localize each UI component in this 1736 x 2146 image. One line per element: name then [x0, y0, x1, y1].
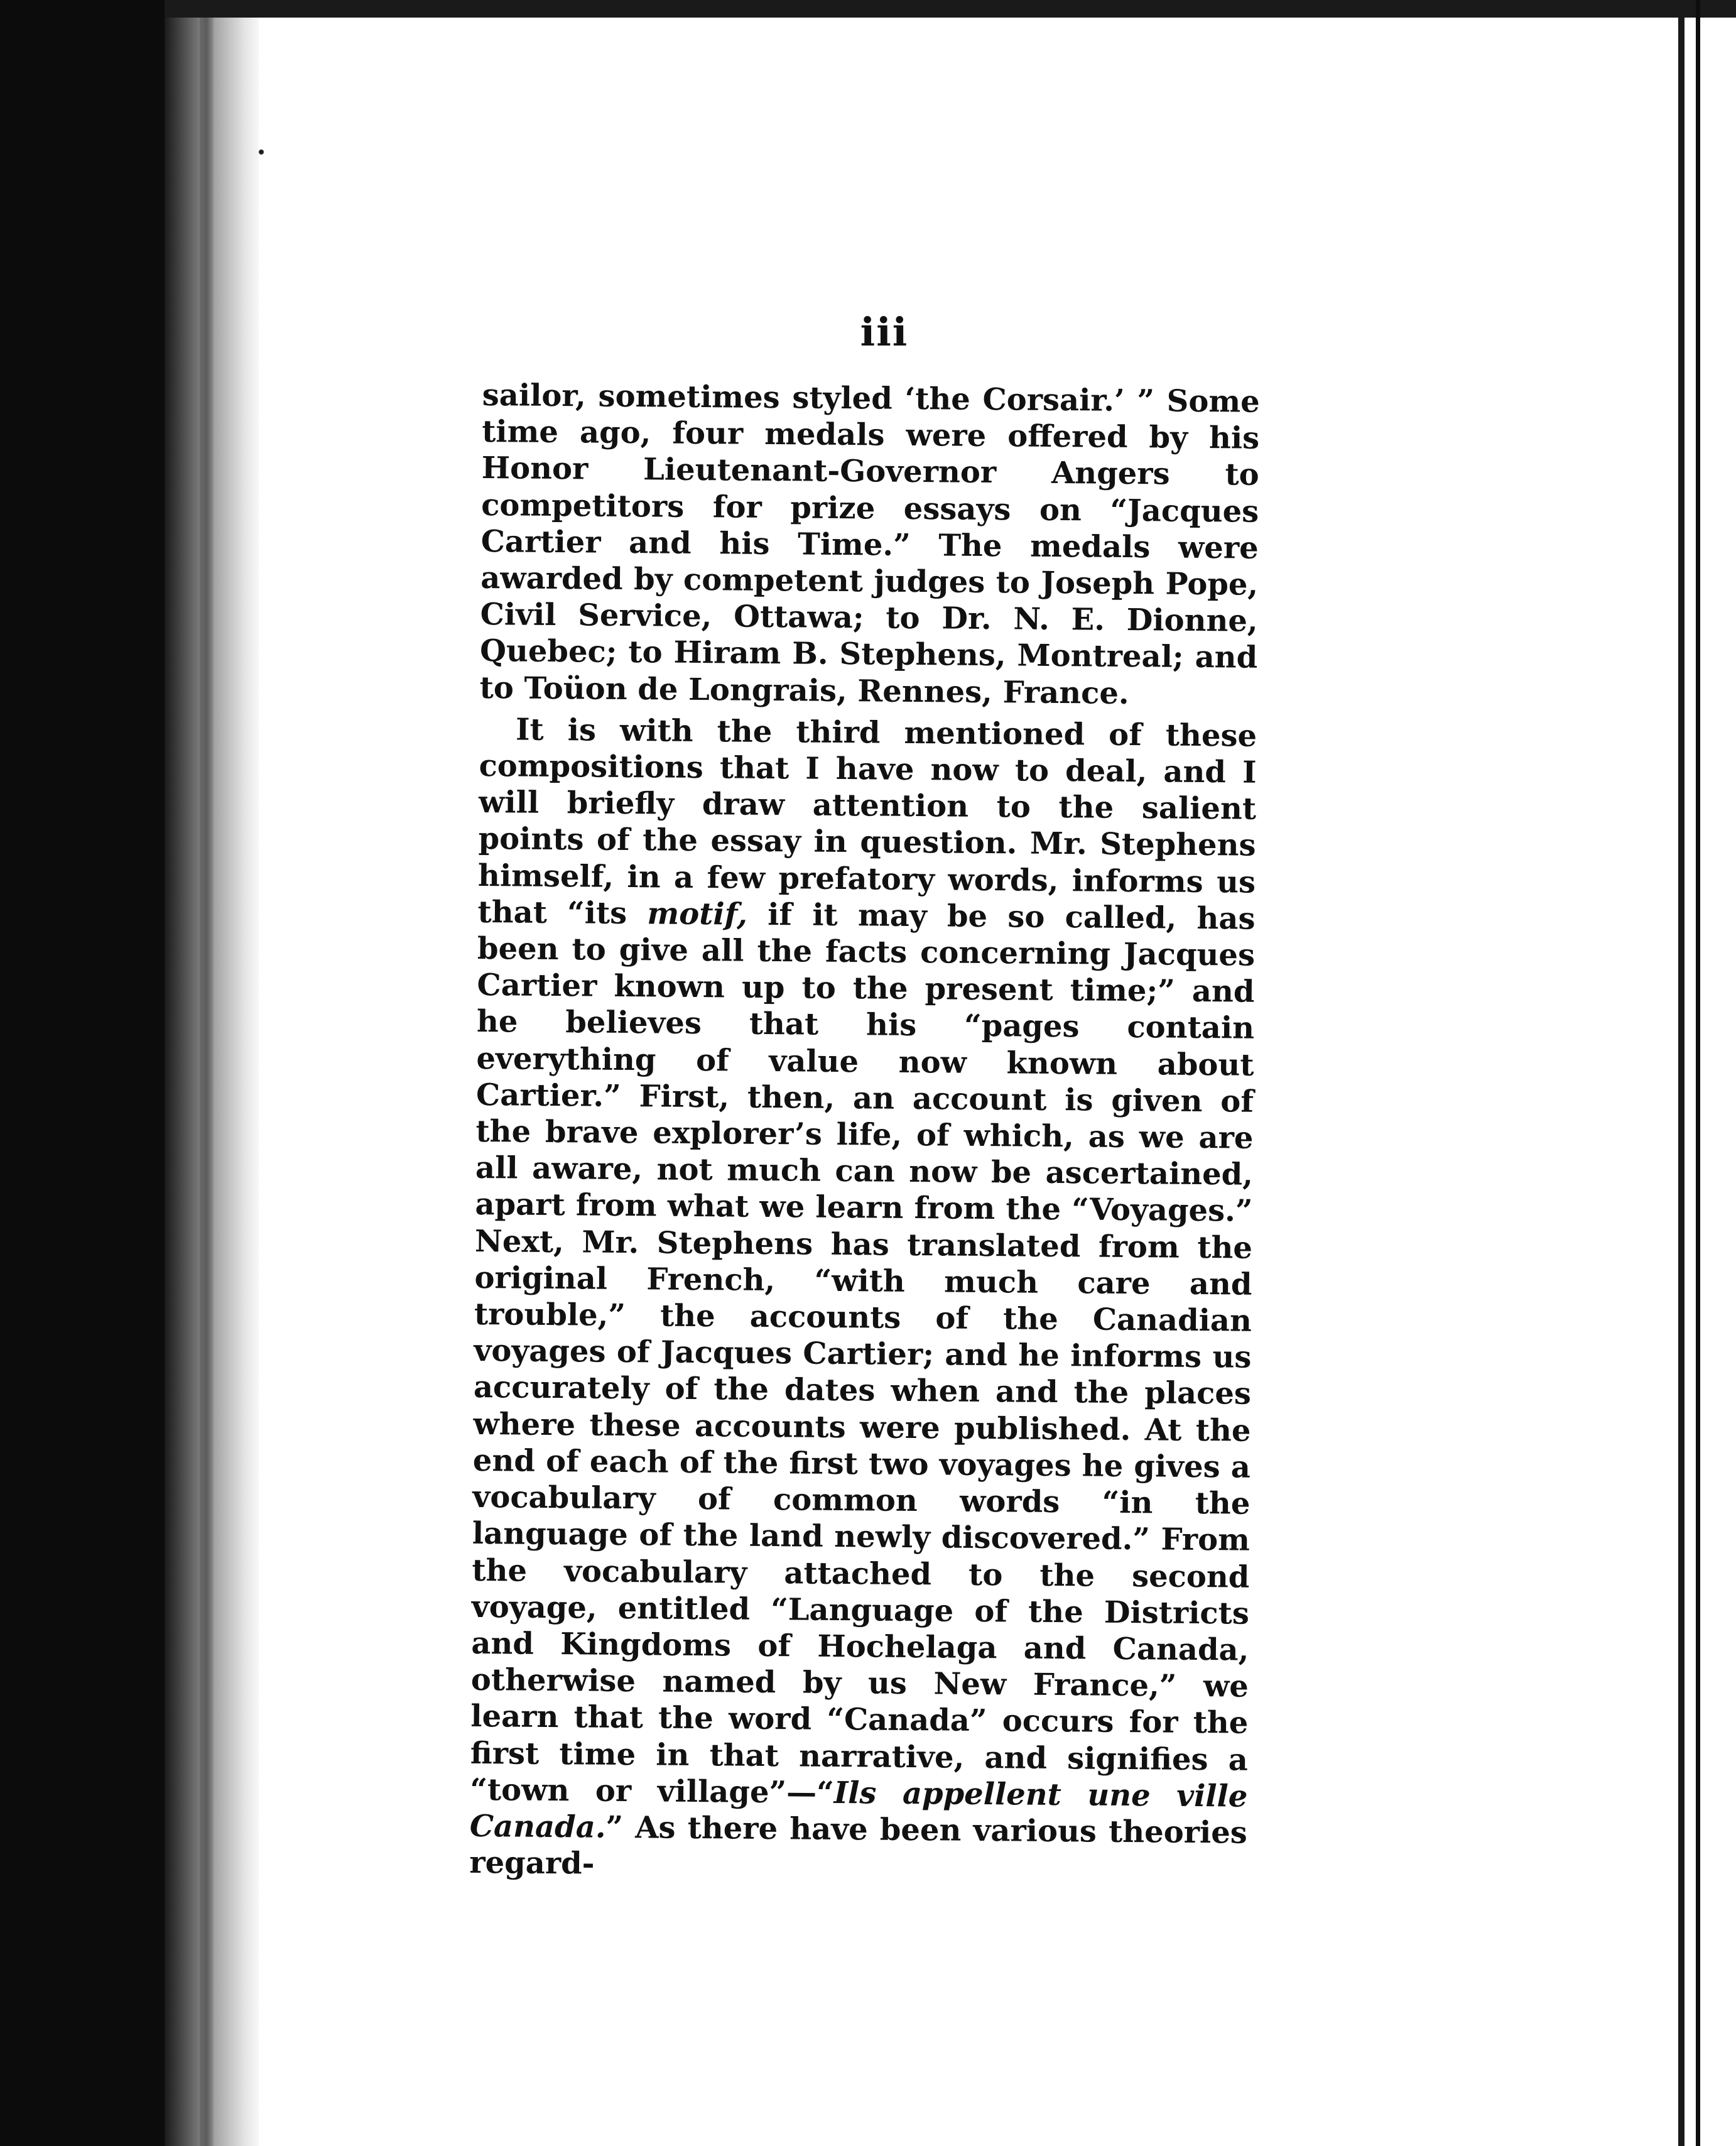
- top-page-edge: [165, 0, 1736, 18]
- scan-speck: [259, 150, 264, 155]
- paragraph-2-text-b: if it may be so called, has been to give all the facts concerning Jacques Cartier known up to the present time;” and he believes that his “pages contain everything of value now known about Cartier.” First, then, an account is given of the brave explorer’s life, of which, as we are all aware, not much can now be ascertained, apart from what we learn from the “Voyages.” Next, Mr. Stephens has translated from the original French, “with much care and trouble,” the accounts of the Canadian voyages of Jacques Cartier; and he informs us accurately of the dates when and the places where these accounts were published. At the end of each of the first two voyages he gives a vocabulary of common words “in the language of the land newly discovered.” From the vocabulary attached to the second voyage, entitled “Language of the Districts and Kingdoms of Hochelaga and Canada, otherwise named by us New France,” we learn that the word “Canada” occurs for the first time in that narrative, and signifies a “town or village”—“: [470, 896, 1256, 1811]
- paragraph-1: [479, 377, 1260, 713]
- book-spine-gutter: [0, 0, 165, 2146]
- gutter-streak: [200, 0, 214, 2146]
- paragraph-2: [469, 711, 1257, 1888]
- italic-term-motif: motif,: [647, 896, 748, 932]
- italic-french-quote: Ils appellent une ville Canada.: [469, 1775, 1248, 1845]
- paragraph-1-text: sailor, sometimes styled ‘the Corsair.’ ” Some time ago, four medals were offered by his Honor Lieutenant-Governor Angers to competitors for prize essays on “Jacques Cartier and his Time.” The medals were awarded by competent judges to Joseph Pope, Civil Service, Ottawa; to Dr. N. E. Dionne, Quebec; to Hiram B. Stephens, Montreal; and to Toüon de Longrais, Rennes, France.: [479, 377, 1260, 711]
- right-page-edge: [1678, 0, 1684, 2146]
- paragraph-2-text-c: ” As there have been various theories regard-: [469, 1809, 1248, 1882]
- body-text: [469, 377, 1260, 1888]
- page-number: iii: [860, 309, 909, 355]
- right-page-edge-outer: [1696, 0, 1700, 2146]
- paragraph-2-text-a: It is with the third mentioned of these compositions that I have now to deal, and I will briefly draw attention to the salient points of the essay in question. Mr. Stephens himself, in a few prefatory words, informs us that “its: [477, 712, 1257, 932]
